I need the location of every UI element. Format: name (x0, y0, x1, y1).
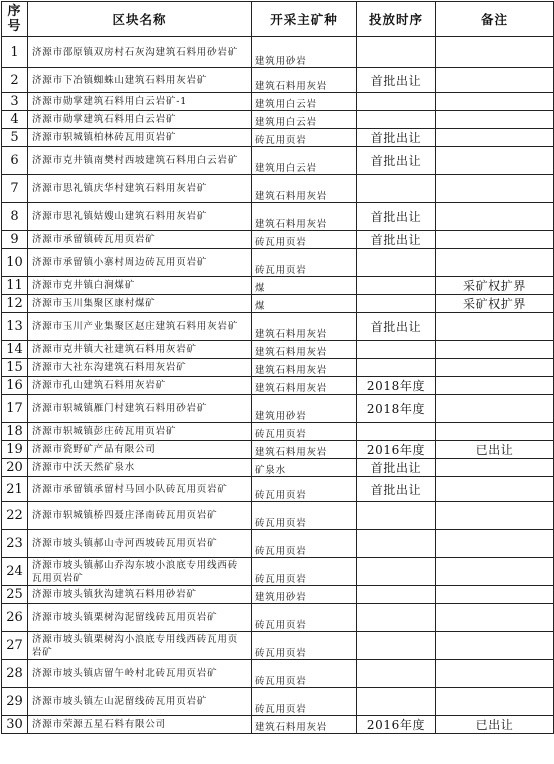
table-row (2, 530, 554, 558)
cell-order (357, 558, 436, 586)
cell-order (357, 111, 436, 129)
cell-block-name: 济源市大社东沟建筑石料用灰岩矿 (28, 359, 252, 377)
cell-num: 10 (2, 249, 28, 277)
table-row (2, 147, 554, 175)
table-row (2, 502, 554, 530)
cell-mineral: 建筑石料用灰岩 (252, 68, 357, 93)
cell-note (436, 604, 554, 632)
cell-mineral: 砖瓦用页岩 (252, 477, 357, 502)
cell-mineral: 建筑用白云岩 (252, 93, 357, 111)
cell-note (436, 395, 554, 423)
cell-num: 1 (2, 37, 28, 68)
table-header-row (2, 2, 554, 37)
cell-order (357, 249, 436, 277)
cell-block-name: 济源市坡头镇栗树沟小浪底专用线西砖瓦用页岩矿 (28, 632, 252, 660)
cell-block-name: 济源市轵城镇彭庄砖瓦用页岩矿 (28, 423, 252, 441)
table-row (2, 295, 554, 313)
cell-note (436, 632, 554, 660)
cell-order (357, 359, 436, 377)
cell-note (436, 359, 554, 377)
cell-order: 首批出让 (357, 129, 436, 147)
cell-num: 30 (2, 716, 28, 734)
cell-note (436, 68, 554, 93)
cell-num: 18 (2, 423, 28, 441)
cell-block-name: 济源市思礼镇庆华村建筑石料用灰岩矿 (28, 175, 252, 203)
cell-block-name: 济源市思礼镇姑嫂山建筑石料用灰岩矿 (28, 203, 252, 231)
cell-num: 20 (2, 459, 28, 477)
cell-order: 2018年度 (357, 395, 436, 423)
header-note: 备注 (436, 2, 554, 37)
cell-note (436, 147, 554, 175)
cell-block-name: 济源市承留镇小寨村周边砖瓦用页岩矿 (28, 249, 252, 277)
cell-mineral: 煤 (252, 295, 357, 313)
cell-num: 26 (2, 604, 28, 632)
cell-num: 16 (2, 377, 28, 395)
header-order: 投放时序 (357, 2, 436, 37)
cell-num: 29 (2, 688, 28, 716)
table-row (2, 604, 554, 632)
cell-order: 首批出让 (357, 459, 436, 477)
cell-num: 5 (2, 129, 28, 147)
cell-note: 采矿权扩界 (436, 277, 554, 295)
table-row (2, 632, 554, 660)
cell-note (436, 377, 554, 395)
cell-mineral: 建筑石料用灰岩 (252, 341, 357, 359)
cell-mineral: 砖瓦用页岩 (252, 502, 357, 530)
cell-num: 28 (2, 660, 28, 688)
cell-mineral: 砖瓦用页岩 (252, 660, 357, 688)
cell-order (357, 277, 436, 295)
table-row (2, 395, 554, 423)
cell-block-name: 济源市坡头镇郝山乔沟东坡小浪底专用线西砖瓦用页岩矿 (28, 558, 252, 586)
cell-mineral: 砖瓦用页岩 (252, 249, 357, 277)
table-row (2, 93, 554, 111)
cell-order (357, 530, 436, 558)
cell-num: 11 (2, 277, 28, 295)
cell-note (436, 203, 554, 231)
cell-num: 6 (2, 147, 28, 175)
cell-num: 21 (2, 477, 28, 502)
cell-note (436, 459, 554, 477)
cell-block-name: 济源市孔山建筑石料用灰岩矿 (28, 377, 252, 395)
cell-block-name: 济源市邵原镇双房村石灰沟建筑石料用砂岩矿 (28, 37, 252, 68)
cell-block-name: 济源市瓷野矿产品有限公司 (28, 441, 252, 459)
cell-mineral: 砖瓦用页岩 (252, 129, 357, 147)
cell-note (436, 586, 554, 604)
cell-block-name: 济源市下冶镇蜘蛛山建筑石料用灰岩矿 (28, 68, 252, 93)
table-row (2, 37, 554, 68)
cell-mineral: 砖瓦用页岩 (252, 530, 357, 558)
cell-block-name: 济源市克井镇南樊村西坡建筑石料用白云岩矿 (28, 147, 252, 175)
cell-block-name: 济源市坡头镇栗树沟泥留线砖瓦用页岩矿 (28, 604, 252, 632)
table-row (2, 441, 554, 459)
cell-block-name: 济源市轵城镇雁门村建筑石料用砂岩矿 (28, 395, 252, 423)
cell-mineral: 砖瓦用页岩 (252, 423, 357, 441)
cell-order: 首批出让 (357, 147, 436, 175)
cell-mineral: 砖瓦用页岩 (252, 604, 357, 632)
cell-block-name: 济源市克井镇白涧煤矿 (28, 277, 252, 295)
cell-order (357, 93, 436, 111)
cell-block-name: 济源市玉川产业集聚区赵庄建筑石料用灰岩矿 (28, 313, 252, 341)
cell-block-name: 济源市勋掌建筑石料用白云岩矿-1 (28, 93, 252, 111)
table-row (2, 231, 554, 249)
cell-order (357, 341, 436, 359)
cell-note (436, 502, 554, 530)
cell-mineral: 建筑石料用灰岩 (252, 313, 357, 341)
cell-mineral: 建筑石料用灰岩 (252, 441, 357, 459)
cell-mineral: 砖瓦用页岩 (252, 558, 357, 586)
table-row (2, 558, 554, 586)
table-row (2, 586, 554, 604)
cell-order: 首批出让 (357, 231, 436, 249)
cell-note: 采矿权扩界 (436, 295, 554, 313)
table-row (2, 688, 554, 716)
cell-note (436, 688, 554, 716)
cell-note (436, 423, 554, 441)
cell-num: 17 (2, 395, 28, 423)
cell-mineral: 建筑用白云岩 (252, 147, 357, 175)
cell-note: 已出让 (436, 441, 554, 459)
cell-num: 19 (2, 441, 28, 459)
table-row (2, 477, 554, 502)
cell-mineral: 建筑石料用灰岩 (252, 716, 357, 734)
cell-num: 8 (2, 203, 28, 231)
cell-order (357, 423, 436, 441)
cell-order: 首批出让 (357, 68, 436, 93)
cell-block-name: 济源市克井镇大社建筑石料用灰岩矿 (28, 341, 252, 359)
cell-block-name: 济源市勋掌建筑石料用白云岩矿 (28, 111, 252, 129)
cell-block-name: 济源市承留镇砖瓦用页岩矿 (28, 231, 252, 249)
cell-order (357, 688, 436, 716)
cell-block-name: 济源市坡头镇狄沟建筑石料用砂岩矿 (28, 586, 252, 604)
cell-num: 14 (2, 341, 28, 359)
cell-num: 15 (2, 359, 28, 377)
cell-block-name: 济源市玉川集聚区康村煤矿 (28, 295, 252, 313)
table-row (2, 359, 554, 377)
cell-num: 23 (2, 530, 28, 558)
table-row (2, 459, 554, 477)
cell-order: 首批出让 (357, 477, 436, 502)
cell-block-name: 济源市中沃天然矿泉水 (28, 459, 252, 477)
cell-num: 4 (2, 111, 28, 129)
cell-mineral: 煤 (252, 277, 357, 295)
cell-order (357, 660, 436, 688)
cell-block-name: 济源市承留镇承留村马回小队砖瓦用页岩矿 (28, 477, 252, 502)
cell-num: 2 (2, 68, 28, 93)
cell-note (436, 530, 554, 558)
cell-order: 2016年度 (357, 716, 436, 734)
cell-order: 首批出让 (357, 203, 436, 231)
cell-num: 13 (2, 313, 28, 341)
cell-mineral: 建筑石料用灰岩 (252, 203, 357, 231)
cell-note (436, 249, 554, 277)
cell-note (436, 37, 554, 68)
cell-block-name: 济源市坡头镇左山泥留线砖瓦用页岩矿 (28, 688, 252, 716)
cell-mineral: 建筑用砂岩 (252, 586, 357, 604)
table-row (2, 111, 554, 129)
cell-num: 9 (2, 231, 28, 249)
cell-mineral: 建筑用白云岩 (252, 111, 357, 129)
cell-order (357, 37, 436, 68)
cell-note (436, 477, 554, 502)
cell-num: 24 (2, 558, 28, 586)
cell-note (436, 660, 554, 688)
cell-note (436, 313, 554, 341)
cell-order (357, 175, 436, 203)
cell-note: 已出让 (436, 716, 554, 734)
header-num: 序号 (2, 2, 28, 37)
mining-blocks-table (1, 1, 554, 734)
table-row (2, 175, 554, 203)
cell-block-name: 济源市坡头镇店留午岭村北砖瓦用页岩矿 (28, 660, 252, 688)
table-row (2, 203, 554, 231)
cell-num: 12 (2, 295, 28, 313)
cell-num: 7 (2, 175, 28, 203)
cell-order (357, 586, 436, 604)
cell-note (436, 341, 554, 359)
cell-order (357, 502, 436, 530)
table-row (2, 660, 554, 688)
cell-order (357, 632, 436, 660)
table-row (2, 716, 554, 734)
cell-block-name: 济源市轵城镇桥四聂庄泽南砖瓦用页岩矿 (28, 502, 252, 530)
cell-order: 首批出让 (357, 313, 436, 341)
cell-mineral: 建筑用砂岩 (252, 37, 357, 68)
cell-mineral: 砖瓦用页岩 (252, 688, 357, 716)
cell-mineral: 建筑石料用灰岩 (252, 359, 357, 377)
cell-note (436, 231, 554, 249)
cell-block-name: 济源市荣源五星石料有限公司 (28, 716, 252, 734)
table-row (2, 277, 554, 295)
table-row (2, 129, 554, 147)
cell-note (436, 129, 554, 147)
table-row (2, 341, 554, 359)
cell-note (436, 93, 554, 111)
cell-note (436, 558, 554, 586)
table-row (2, 377, 554, 395)
table-row (2, 249, 554, 277)
table-row (2, 423, 554, 441)
cell-num: 27 (2, 632, 28, 660)
cell-note (436, 111, 554, 129)
cell-num: 25 (2, 586, 28, 604)
cell-mineral: 砖瓦用页岩 (252, 231, 357, 249)
cell-order (357, 295, 436, 313)
cell-order: 2016年度 (357, 441, 436, 459)
header-mineral: 开采主矿种 (252, 2, 357, 37)
cell-mineral: 建筑石料用灰岩 (252, 175, 357, 203)
cell-order: 2018年度 (357, 377, 436, 395)
cell-block-name: 济源市坡头镇郝山寺河西坡砖瓦用页岩矿 (28, 530, 252, 558)
table-row (2, 313, 554, 341)
cell-order (357, 604, 436, 632)
cell-num: 22 (2, 502, 28, 530)
cell-mineral: 建筑用砂岩 (252, 395, 357, 423)
cell-mineral: 建筑石料用灰岩 (252, 377, 357, 395)
cell-mineral: 矿泉水 (252, 459, 357, 477)
table-row (2, 68, 554, 93)
cell-mineral: 砖瓦用页岩 (252, 632, 357, 660)
header-name: 区块名称 (28, 2, 252, 37)
cell-block-name: 济源市轵城镇柏林砖瓦用页岩矿 (28, 129, 252, 147)
cell-note (436, 175, 554, 203)
cell-num: 3 (2, 93, 28, 111)
